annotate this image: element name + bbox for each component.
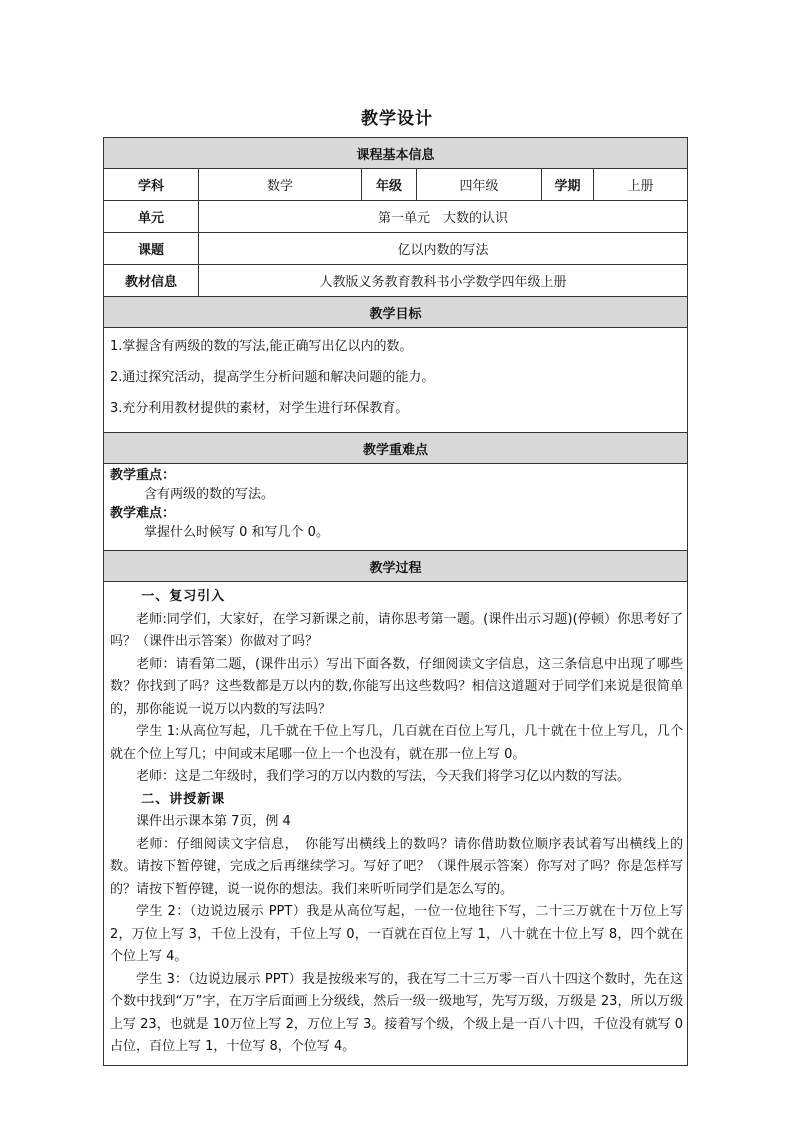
- grade-label: 年级: [362, 169, 417, 201]
- key-points-body: [104, 464, 688, 551]
- objectives-list: [104, 328, 688, 433]
- process-body: [104, 582, 688, 1066]
- difficulty-label: 教学难点：: [110, 506, 176, 521]
- focus-label: 教学重点：: [110, 468, 176, 483]
- unit-label: 单元: [104, 201, 199, 233]
- objectives-header: 教学目标: [104, 297, 688, 328]
- subject-label: 学科: [104, 169, 199, 201]
- textbook-label: 教材信息: [104, 265, 199, 297]
- paragraph: 课件出示课本第 7页，例 4: [136, 814, 291, 829]
- paragraph: 学生 1:从高位写起，几千就在千位上写几，几百就在百位上写几，几十就在十位上写几，几个就在个位上写几；中间或末尾哪一位上一个也没有，就在那一位上写 0。: [110, 724, 684, 762]
- topic-value: 亿以内数的写法: [199, 233, 688, 265]
- objective-item: 3.充分利用教材提供的素材，对学生进行环保教育。: [110, 401, 409, 416]
- section-heading: 二、讲授新课: [141, 791, 226, 807]
- objective-item: 1.掌握含有两级的数的写法,能正确写出亿以内的数。: [110, 339, 413, 354]
- paragraph: 老师：这是二年级时，我们学习的万以内数的写法，今天我们将学习亿以内数的写法。: [136, 769, 631, 784]
- paragraph: 老师:同学们，大家好，在学习新课之前，请你思考第一题。(课件出示习题)(停顿）你思考好了吗？（课件出示答案）你做对了吗？: [110, 611, 684, 649]
- lesson-plan-table: [103, 137, 688, 1066]
- paragraph: 老师：请看第二题，(课件出示）写出下面各数，仔细阅读文字信息，这三条信息中出现了哪些数？你找到了吗？这些数都是万以内的数,你能写出这些数吗？相信这道题对于同学们来说是很简单的，那你能说一说万以内数的写法吗？: [110, 656, 684, 717]
- term-value: 上册: [594, 169, 688, 201]
- subject-value: 数学: [199, 169, 362, 201]
- paragraph: 学生 2：（边说边展示 PPT）我是从高位写起，一位一位地往下写，二十三万就在十万位上写 2，万位上写 3，千位上没有，千位上写 0，一百就在百位上写 1，八十就在十位上写 8，四个就在个位上写 4。: [110, 904, 684, 964]
- unit-value: 第一单元 大数的认识: [199, 201, 688, 233]
- basic-info-header: 课程基本信息: [104, 138, 688, 169]
- key-points-header: 教学重难点: [104, 433, 688, 464]
- objective-item: 2.通过探究活动，提高学生分析问题和解决问题的能力。: [110, 370, 435, 385]
- grade-value: 四年级: [417, 169, 542, 201]
- textbook-value: 人教版义务教育教科书小学数学四年级上册: [199, 265, 688, 297]
- focus-text: 含有两级的数的写法。: [144, 487, 275, 502]
- paragraph: 学生 3：（边说边展示 PPT）我是按级来写的，我在写二十三万零一百八十四这个数时，先在这个数中找到“万”字，在万字后面画上分级线，然后一级一级地写，先写万级，万级是 23，所以万级上写 23，也就是 10万位上写 2，万位上写 3。接着写个级，个级上是一百八十四，千位没有就写 0占位，百位上写 1，十位写 8，个位写 4。: [110, 971, 684, 1054]
- paragraph: 老师：仔细阅读文字信息， 你能写出横线上的数吗？请你借助数位顺序表试着写出横线上的数。请按下暂停键，完成之后再继续学习。写好了吧？（课件展示答案）你写对了吗？你是怎样写的？请按下暂停键，说一说你的想法。我们来听听同学们是怎么写的。: [110, 836, 684, 897]
- document-title: 教学设计: [361, 109, 433, 129]
- process-header: 教学过程: [104, 551, 688, 582]
- section-heading: 一、复习引入: [141, 589, 226, 604]
- difficulty-text: 掌握什么时候写 0 和写几个 0。: [144, 525, 329, 540]
- term-label: 学期: [542, 169, 594, 201]
- topic-label: 课题: [104, 233, 199, 265]
